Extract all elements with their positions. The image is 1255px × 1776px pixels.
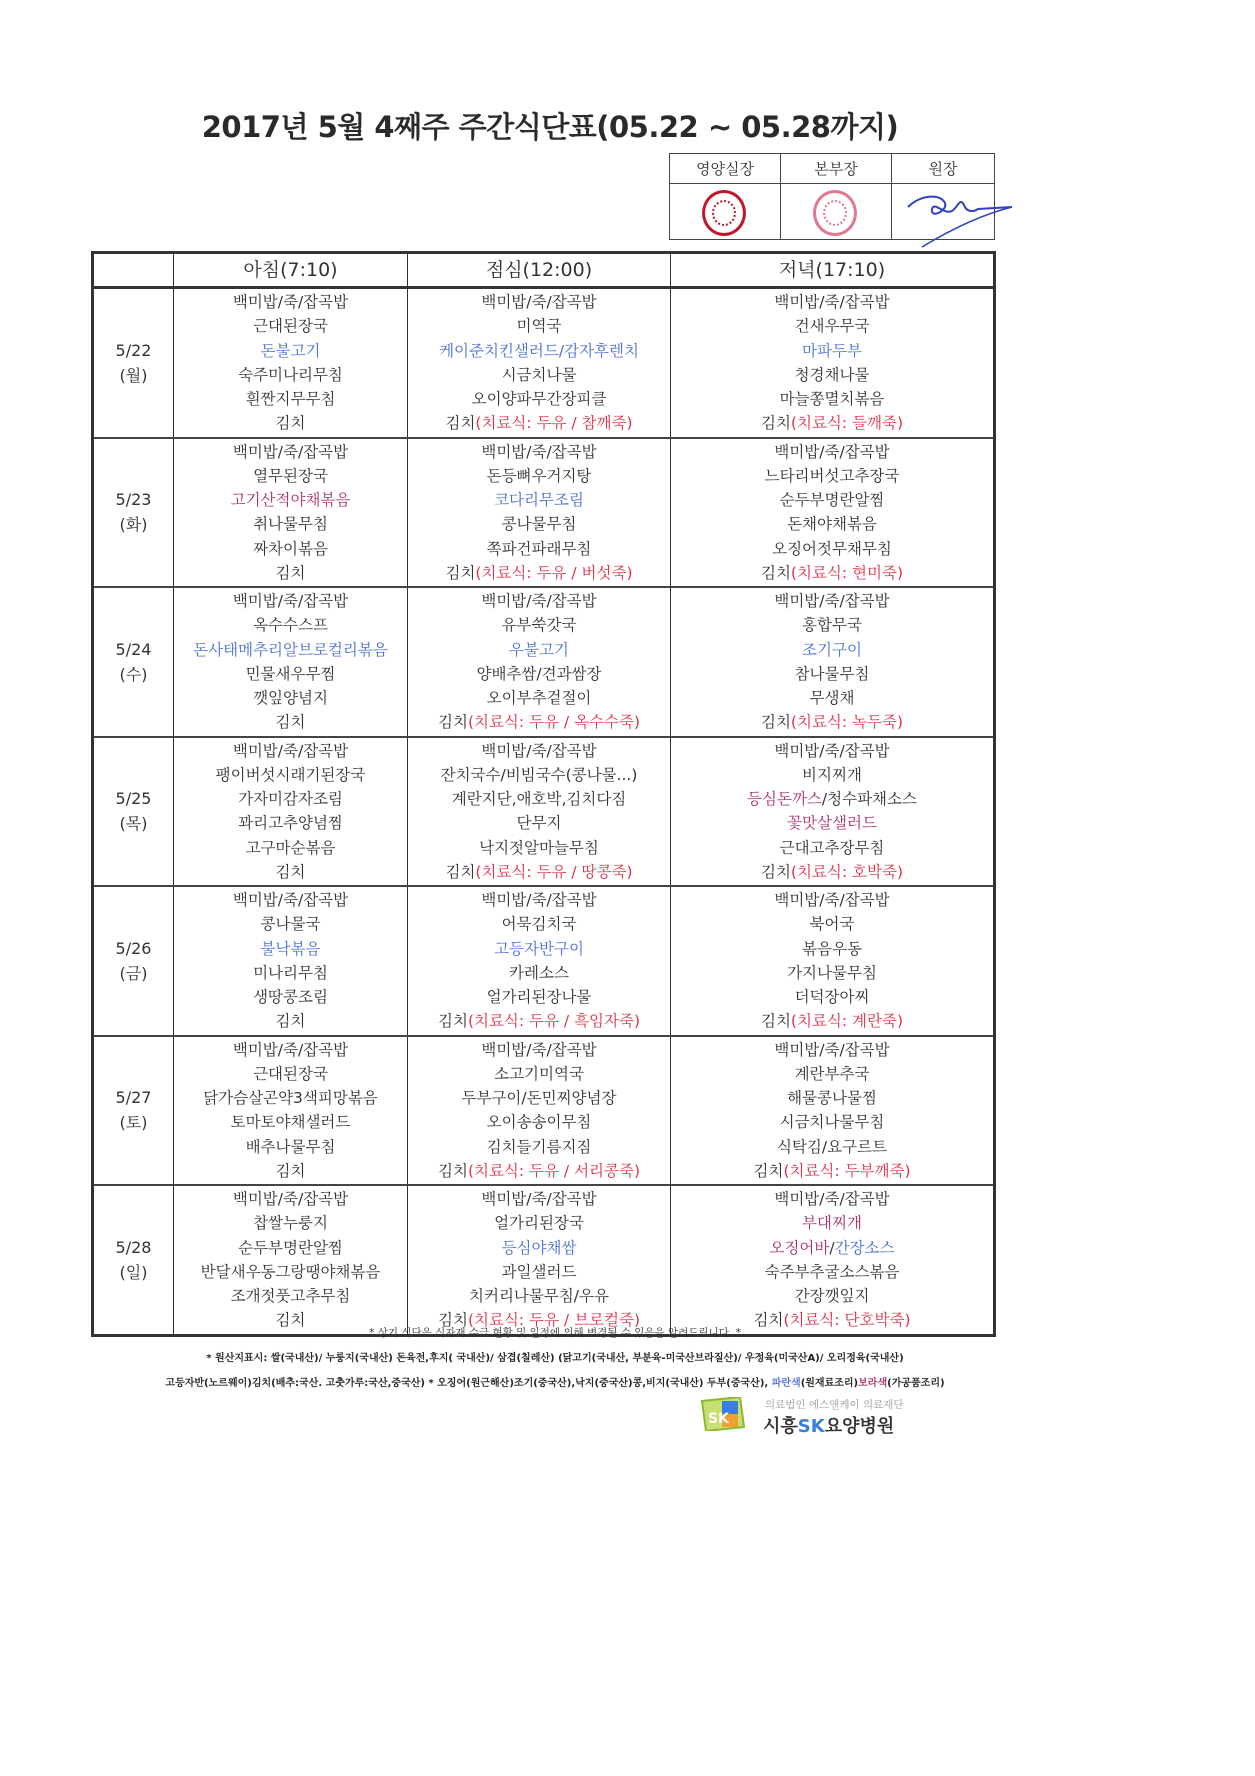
date-cell <box>94 887 174 1035</box>
menu-item: 근대된장국 <box>253 317 328 336</box>
menu-item-part: 김치 <box>445 414 476 433</box>
menu-item: 오이부추겉절이 <box>486 689 592 708</box>
menu-item-part: 김치 <box>760 414 791 433</box>
weekday-label: (토) <box>119 1113 148 1133</box>
day-row <box>94 289 993 439</box>
approval-sign-cell <box>781 184 892 239</box>
menu-item: 가지나물무침 <box>787 963 877 982</box>
menu-item: 생땅콩조림 <box>253 988 328 1007</box>
lunch-cell <box>408 738 671 886</box>
menu-item <box>445 561 632 585</box>
menu-item: 순두부명란알찜 <box>779 491 885 510</box>
menu-item: 순두부명란알찜 <box>238 1238 343 1257</box>
header-lunch: 점심(12:00) <box>408 254 671 286</box>
weekday-label: (월) <box>119 365 148 385</box>
breakfast-cell <box>174 887 408 1035</box>
menu-item: 숙주미나리무침 <box>238 365 343 384</box>
menu-item: 백미밥/죽/잡곡밥 <box>481 891 597 910</box>
menu-item: 두부구이/돈민찌양념장 <box>461 1089 617 1108</box>
menu-item-part: 우불고기 <box>509 640 569 659</box>
menu-item: 백미밥/죽/잡곡밥 <box>232 1040 349 1059</box>
menu-item: 시금치나물무침 <box>779 1113 885 1132</box>
menu-item-part: 케이준치킨샐러드/감자후렌치 <box>439 341 639 360</box>
menu-item: 짜차이볶음 <box>253 539 328 558</box>
menu-item <box>747 787 917 811</box>
menu-item: 찹쌀누룽지 <box>253 1214 328 1233</box>
hospital-name <box>763 1412 894 1438</box>
menu-item: 얼가리된장국 <box>494 1214 584 1233</box>
lunch-cell <box>408 289 671 437</box>
hospital-name-sk: SK <box>797 1416 825 1437</box>
menu-item-part: 등심돈까스 <box>747 790 822 809</box>
menu-item: 가자미감자조림 <box>238 790 343 809</box>
weekday-label: (금) <box>119 963 148 983</box>
menu-item: 돈채야채볶음 <box>787 515 877 534</box>
therapeutic-diet-note: (치료식: 호박죽) <box>790 862 904 881</box>
menu-item <box>438 710 640 734</box>
legend-blue-desc: (원재료조리) <box>800 1378 859 1389</box>
menu-item: 콩나물무침 <box>501 515 577 534</box>
menu-item <box>438 1159 640 1183</box>
menu-item: 백미밥/죽/잡곡밥 <box>481 592 597 611</box>
therapeutic-diet-note: (치료식: 두유 / 브로컬죽) <box>467 1311 641 1330</box>
menu-item: 김치들기름지짐 <box>486 1137 592 1156</box>
menu-item <box>445 411 632 435</box>
menu-item-part: 마파두부 <box>802 341 862 360</box>
menu-item: 배추나물무침 <box>245 1137 336 1156</box>
menu-item: 건새우무국 <box>794 317 870 336</box>
menu-item: 청경채나물 <box>794 365 870 384</box>
legend-purple-desc: (가공품조리) <box>887 1378 945 1389</box>
menu-item: 쪽파건파래무침 <box>486 539 592 558</box>
dinner-cell <box>671 588 993 736</box>
menu-item: 닭가슴살곤약3색피망볶음 <box>203 1089 378 1108</box>
menu-item-part: 고등자반구이 <box>494 939 584 958</box>
seal-stamp-icon <box>813 190 857 236</box>
weekday-label: (일) <box>119 1262 148 1282</box>
day-row <box>94 887 993 1037</box>
therapeutic-diet-note: (치료식: 두유 / 참깨죽) <box>475 414 633 433</box>
therapeutic-diet-note: (치료식: 현미죽) <box>790 563 904 582</box>
day-row <box>94 1037 993 1187</box>
menu-item: 단무지 <box>516 814 562 833</box>
therapeutic-diet-note: (치료식: 들깨죽) <box>790 414 904 433</box>
day-row <box>94 738 993 888</box>
breakfast-cell <box>174 1037 408 1185</box>
lunch-cell <box>408 887 671 1035</box>
menu-item: 오이양파무간장피클 <box>471 390 607 409</box>
menu-item: 백미밥/죽/잡곡밥 <box>774 592 890 611</box>
breakfast-cell <box>174 289 408 437</box>
menu-item: 백미밥/죽/잡곡밥 <box>232 891 349 910</box>
menu-item-part: 오징어바 <box>769 1238 830 1257</box>
table-header-row <box>94 254 993 289</box>
menu-item: 고구마순볶음 <box>245 838 336 857</box>
menu-item: 민물새우무찜 <box>245 664 336 683</box>
hospital-name-part: 요양병원 <box>824 1416 895 1437</box>
menu-item: 숙주부추굴소스볶음 <box>764 1262 900 1281</box>
menu-item <box>439 339 639 363</box>
menu-item: 홍합무국 <box>802 616 862 635</box>
therapeutic-diet-note: (치료식: 두유 / 버섯죽) <box>475 563 633 582</box>
menu-item: 백미밥/죽/잡곡밥 <box>774 891 890 910</box>
menu-item: 계란지단,애호박,김치다짐 <box>451 790 627 809</box>
menu-item <box>787 811 877 835</box>
menu-item: 과일샐러드 <box>501 1262 577 1281</box>
menu-item: 김치 <box>275 713 306 732</box>
menu-item: 백미밥/죽/잡곡밥 <box>481 741 597 760</box>
menu-item: 돈등뼈우거지탕 <box>486 466 592 485</box>
menu-item-part: 김치 <box>753 1161 784 1180</box>
date-cell <box>94 1037 174 1185</box>
menu-item <box>438 1009 640 1033</box>
menu-item-part: 김치 <box>445 862 476 881</box>
day-row <box>94 588 993 738</box>
weekday-label: (목) <box>119 814 148 834</box>
date-cell <box>94 289 174 437</box>
hospital-name-part: 시흥 <box>763 1416 798 1437</box>
change-notice: * 상기 식단은 식자재 수급 현황 및 일정에 의해 변경될 수 있음을 알려드립니다. * <box>369 1327 741 1339</box>
menu-item: 북어국 <box>809 915 855 934</box>
menu-item: 얼가리된장나물 <box>486 988 592 1007</box>
dinner-cell <box>671 1186 993 1334</box>
menu-item <box>769 1236 894 1260</box>
header-dinner: 저녁(17:10) <box>778 259 886 281</box>
menu-item <box>502 1236 577 1260</box>
menu-item <box>761 860 903 884</box>
approval-sign-cell <box>670 184 781 239</box>
menu-item <box>193 638 388 662</box>
menu-item: 어묵김치국 <box>501 915 577 934</box>
date-label: 5/22 <box>115 340 152 360</box>
therapeutic-diet-note: (치료식: 두유 / 흑임자죽) <box>467 1012 641 1031</box>
menu-item: 옥수수스프 <box>253 616 328 635</box>
menu-item: 미나리무침 <box>253 963 328 982</box>
menu-item: 열무된장국 <box>253 466 328 485</box>
menu-item-part: 조기구이 <box>802 640 862 659</box>
date-label: 5/26 <box>115 938 152 958</box>
menu-item-part: 김치 <box>437 1012 468 1031</box>
menu-item-part: 부대찌개 <box>802 1214 862 1233</box>
menu-item: 유부쑥갓국 <box>501 616 577 635</box>
menu-item-part: / <box>829 1238 835 1257</box>
menu-item: 김치 <box>275 1012 306 1031</box>
menu-item: 백미밥/죽/잡곡밥 <box>481 442 597 461</box>
day-row <box>94 439 993 589</box>
menu-item: 무생채 <box>809 689 855 708</box>
origin-text: 고등자반(노르웨이)김치(배추:국산. 고춧가루:국산,중국산) * 오징어(원근해산)조기(중국산),낙지(중국산)콩,비지(국내산) 두부(중국산), <box>165 1378 772 1389</box>
menu-item: 김치 <box>275 563 306 582</box>
date-cell <box>94 588 174 736</box>
header-breakfast: 아침(7:10) <box>174 254 408 286</box>
weekday-label: (화) <box>119 515 148 535</box>
svg-text:SK: SK <box>708 1411 729 1427</box>
menu-item <box>509 638 569 662</box>
date-label: 5/28 <box>115 1237 152 1257</box>
menu-item: 식탁김/요구르트 <box>776 1137 888 1156</box>
menu-item-part: 김치 <box>760 713 791 732</box>
menu-item <box>231 488 351 512</box>
hospital-logo-icon <box>700 1397 746 1431</box>
menu-item: 미역국 <box>516 317 562 336</box>
breakfast-cell <box>174 1186 408 1334</box>
therapeutic-diet-note: (치료식: 두유 / 서리콩죽) <box>467 1161 641 1180</box>
menu-item: 흰짠지무무침 <box>245 390 336 409</box>
date-label: 5/27 <box>115 1088 152 1108</box>
menu-item <box>445 860 632 884</box>
menu-item: 오이송송이무침 <box>486 1113 592 1132</box>
menu-item: 계란부추국 <box>794 1064 870 1083</box>
menu-item: 반달새우동그랑땡야채볶음 <box>200 1262 381 1281</box>
therapeutic-diet-note: (치료식: 계란죽) <box>790 1012 904 1031</box>
menu-item: 김치 <box>275 1161 306 1180</box>
date-cell <box>94 1186 174 1334</box>
menu-item: 백미밥/죽/잡곡밥 <box>481 293 597 312</box>
date-cell <box>94 439 174 587</box>
menu-item <box>802 339 862 363</box>
menu-item: 백미밥/죽/잡곡밥 <box>774 741 890 760</box>
menu-item-part: 김치 <box>445 563 476 582</box>
menu-item-part: 김치 <box>760 1012 791 1031</box>
menu-item: 백미밥/죽/잡곡밥 <box>481 1190 597 1209</box>
dinner-cell <box>671 887 993 1035</box>
legend-blue: 파란색 <box>771 1378 801 1389</box>
menu-item: 낙지젓알마늘무침 <box>479 838 599 857</box>
menu-item: 취나물무침 <box>253 515 328 534</box>
menu-item: 근대고추장무침 <box>779 838 885 857</box>
menu-item <box>761 561 903 585</box>
legend-purple: 보라색 <box>858 1378 888 1389</box>
menu-item <box>761 1009 903 1033</box>
breakfast-cell <box>174 588 408 736</box>
approval-header: 원장 <box>892 154 994 184</box>
menu-item: 치커리나물무침/우유 <box>469 1287 609 1306</box>
menu-item: 비지찌개 <box>802 765 862 784</box>
lunch-cell <box>408 1037 671 1185</box>
menu-item-part: 김치 <box>753 1311 784 1330</box>
menu-item <box>761 710 903 734</box>
menu-item: 볶음우동 <box>802 939 862 958</box>
menu-item: 근대된장국 <box>253 1064 328 1083</box>
breakfast-cell <box>174 439 408 587</box>
therapeutic-diet-note: (치료식: 두유 / 옥수수죽) <box>467 713 641 732</box>
menu-item: 백미밥/죽/잡곡밥 <box>232 442 349 461</box>
dinner-cell <box>671 439 993 587</box>
header-date <box>94 254 174 286</box>
lunch-cell <box>408 1186 671 1334</box>
menu-item: 김치 <box>275 862 306 881</box>
menu-item: 참나물무침 <box>794 664 870 683</box>
therapeutic-diet-note: (치료식: 두유 / 땅콩죽) <box>475 862 633 881</box>
menu-item-part: 김치 <box>437 713 468 732</box>
menu-item: 더덕장아찌 <box>794 988 870 1007</box>
menu-item: 백미밥/죽/잡곡밥 <box>481 1040 597 1059</box>
menu-item: 백미밥/죽/잡곡밥 <box>774 442 890 461</box>
menu-item: 김치 <box>275 414 306 433</box>
menu-item-part: 불낙볶음 <box>260 939 321 958</box>
menu-item-part: 돈사태메추리알브로컬리볶음 <box>193 640 388 659</box>
menu-item: 마늘쫑멸치볶음 <box>779 390 885 409</box>
date-label: 5/24 <box>115 639 152 659</box>
menu-item-part: 김치 <box>760 563 791 582</box>
menu-item: 양배추쌈/견과쌈장 <box>476 664 602 683</box>
weekly-menu-table <box>91 251 996 1337</box>
menu-item: 백미밥/죽/잡곡밥 <box>232 592 349 611</box>
menu-item-part: 김치 <box>437 1311 468 1330</box>
menu-item: 깻잎양념지 <box>253 689 328 708</box>
origin-info-line: * 원산지표시: 쌀(국내산)/ 누룽지(국내산) 돈육전,후지( 국내산)/ 삼겹(칠레산) (닭고기(국내산, 부분육-미국산브라질산)/ 우정육(미국산A)/ 오리정육(국내산) <box>206 1353 904 1364</box>
lunch-cell <box>408 439 671 587</box>
menu-item: 팽이버섯시래기된장국 <box>215 765 366 784</box>
weekday-label: (수) <box>119 664 148 684</box>
menu-item: 백미밥/죽/잡곡밥 <box>774 293 890 312</box>
menu-item: 백미밥/죽/잡곡밥 <box>232 1190 349 1209</box>
origin-info-line <box>0 1374 1110 1389</box>
menu-item <box>802 638 862 662</box>
date-label: 5/25 <box>115 789 152 809</box>
menu-item: 백미밥/죽/잡곡밥 <box>774 1190 890 1209</box>
date-label: 5/23 <box>115 490 152 510</box>
menu-item-part: 등심야채쌈 <box>501 1238 577 1257</box>
menu-item-part: 꽃맛살샐러드 <box>787 814 877 833</box>
date-cell <box>94 738 174 886</box>
menu-item: 토마토야채샐러드 <box>230 1113 351 1132</box>
menu-item: 콩나물국 <box>260 915 321 934</box>
menu-item: 백미밥/죽/잡곡밥 <box>232 741 349 760</box>
signature-icon <box>900 185 1020 250</box>
dinner-cell <box>671 289 993 437</box>
menu-item-part: /청수파채소스 <box>821 790 917 809</box>
menu-item: 백미밥/죽/잡곡밥 <box>232 293 349 312</box>
menu-item-part: 돈불고기 <box>260 341 321 360</box>
menu-item-part: 김치 <box>760 862 791 881</box>
dinner-cell <box>671 1037 993 1185</box>
menu-item-part: 코다리무조림 <box>494 491 584 510</box>
page-title: 2017년 5월 4째주 주간식단표(05.22 ~ 05.28까지) <box>201 110 899 144</box>
therapeutic-diet-note: (치료식: 두부깨죽) <box>783 1161 911 1180</box>
menu-item: 김치 <box>275 1311 306 1330</box>
menu-item-part: 간장소스 <box>834 1238 895 1257</box>
lunch-cell <box>408 588 671 736</box>
menu-item: 꽈리고추양념찜 <box>238 814 343 833</box>
menu-item <box>753 1159 910 1183</box>
menu-item: 느타리버섯고추장국 <box>764 466 900 485</box>
menu-item-part: 김치 <box>437 1161 468 1180</box>
menu-item: 오징어젓무채무침 <box>772 539 892 558</box>
menu-item: 시금치나물 <box>501 365 577 384</box>
breakfast-cell <box>174 738 408 886</box>
menu-item <box>494 488 584 512</box>
menu-item: 소고기미역국 <box>494 1064 584 1083</box>
menu-item: 해물콩나물찜 <box>787 1089 877 1108</box>
menu-item: 백미밥/죽/잡곡밥 <box>774 1040 890 1059</box>
seal-stamp-icon <box>702 190 746 236</box>
menu-item: 조개젓풋고추무침 <box>230 1287 351 1306</box>
day-row <box>94 1186 993 1334</box>
therapeutic-diet-note: (치료식: 녹두죽) <box>790 713 904 732</box>
therapeutic-diet-note: (치료식: 단호박죽) <box>783 1311 911 1330</box>
menu-item: 간장깻잎지 <box>794 1287 870 1306</box>
approval-header: 영양실장 <box>670 154 781 184</box>
dinner-cell <box>671 738 993 886</box>
menu-item <box>261 339 321 363</box>
menu-item: 잔치국수/비빔국수(콩나물...) <box>440 765 638 784</box>
menu-item <box>761 411 903 435</box>
menu-item <box>802 1211 862 1235</box>
hospital-foundation: 의료법인 에스앤케이 의료재단 <box>765 1399 904 1411</box>
menu-item <box>494 937 584 961</box>
menu-item-part: 고기산적야채볶음 <box>230 491 351 510</box>
menu-item: 카레소스 <box>509 963 569 982</box>
menu-item <box>261 937 321 961</box>
approval-header: 본부장 <box>781 154 892 184</box>
